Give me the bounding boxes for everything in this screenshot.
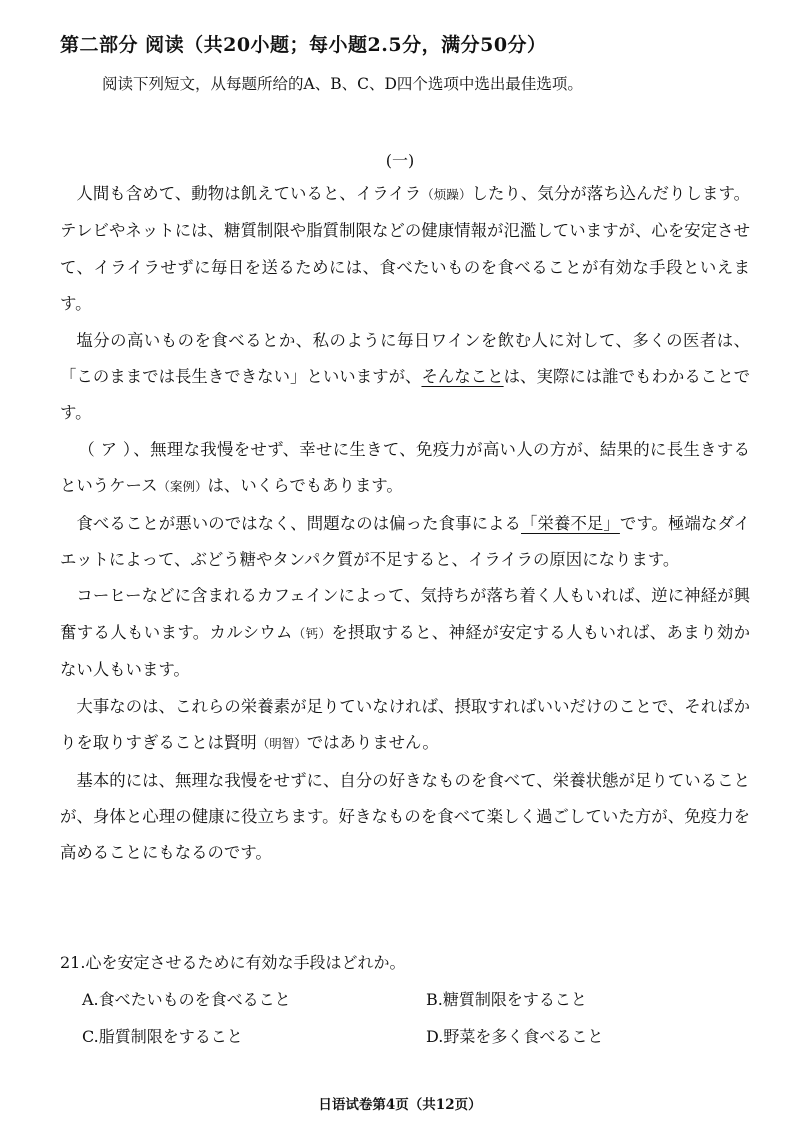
paragraph-text: は、実際には誰でもわかることです。 <box>60 367 751 423</box>
paragraph-text: を摂取すると、神経が安定する人もいれば、あまり効かない人もいます。 <box>60 622 750 680</box>
paragraph-text: 塩分の高いものを食べるとか、私のように毎日ワインを飲む人に対して、多くの医者は、「このままでは長生きできない」といいますが、 <box>60 330 750 387</box>
paragraph-5 <box>60 578 750 688</box>
paragraph-text: です。極端なダイエットによって、ぶどう糖やタンパク質が不足すると、イライラの原因になります。 <box>60 513 751 570</box>
question-stem: 21.心を安定させるために有効な手段はどれか。 <box>60 953 406 972</box>
annotation-note: （明智） <box>256 736 307 752</box>
paragraph-text: 基本的には、無理な我慢をせずに、自分の好きなものを食べて、栄養状態が足りていることが、身体と心理の健康に役立ちます。好きなものを食べて楽しく過ごしていた方が、免疫力を高めることにもなるのです。 <box>60 770 750 863</box>
paragraph-text: は、いくらでもあります。 <box>207 476 403 496</box>
option-c[interactable]: C.脂質制限をすること <box>82 1027 243 1046</box>
page-footer: 日语试卷第4页（共12页） <box>318 1097 482 1113</box>
underlined-phrase: 「栄養不足」 <box>521 513 620 533</box>
paragraph-6 <box>60 689 750 763</box>
annotation-note: （钙） <box>292 625 332 641</box>
blank-marker: （ ア ） <box>78 439 132 459</box>
annotation-note: （案例） <box>157 479 208 495</box>
paragraph-3 <box>60 432 750 506</box>
option-d[interactable]: D.野菜を多く食べること <box>426 1027 604 1046</box>
option-b[interactable]: B.糖質制限をすること <box>426 990 587 1009</box>
paragraph-text: 食べることが悪いのではなく、問題なのは偏った食事による <box>76 513 522 533</box>
option-a[interactable]: A.食べたいものを食べること <box>82 990 291 1009</box>
paragraph-text: したり、気分が落ち込んだりします。テレビやネットには、糖質制限や脂質制限などの健康情報が氾濫していますが、心を安定させて、イライラせずに毎日を送るためには、食べたいものを食べることが有効な手段といえます。 <box>60 184 750 314</box>
reading-passage <box>60 176 750 872</box>
paragraph-2 <box>60 323 750 432</box>
section-title: 第二部分 阅读（共20小题；每小题2.5分，满分50分） <box>60 34 547 56</box>
paragraph-1 <box>60 176 750 323</box>
paragraph-text: ではありません。 <box>306 733 439 753</box>
paragraph-4 <box>60 506 750 579</box>
instruction-text: 阅读下列短文，从每题所给的A、B、C、D四个选项中选出最佳选项。 <box>102 75 583 93</box>
annotation-note: （烦躁） <box>421 187 472 202</box>
part-number: (一) <box>385 151 415 170</box>
paragraph-7 <box>60 763 750 872</box>
underlined-phrase: そんなこと <box>421 367 504 387</box>
paragraph-text: 大事なのは、これらの栄養素が足りていなければ、摂取すればいいだけのことで、それぱかりを取りすぎることは賢明 <box>60 696 750 753</box>
paragraph-text: 、無理な我慢をせず、幸せに生きて、免疫力が高い人の方が、結果的に長生きするというケース <box>60 439 750 496</box>
paragraph-text: コーヒーなどに含まれるカフェインによって、気持ちが落ち着く人もいれば、逆に神経が興奮する人もいます。カルシウム <box>60 586 750 642</box>
paragraph-text: 人間も含めて、動物は飢えていると、イライラ <box>76 184 422 203</box>
